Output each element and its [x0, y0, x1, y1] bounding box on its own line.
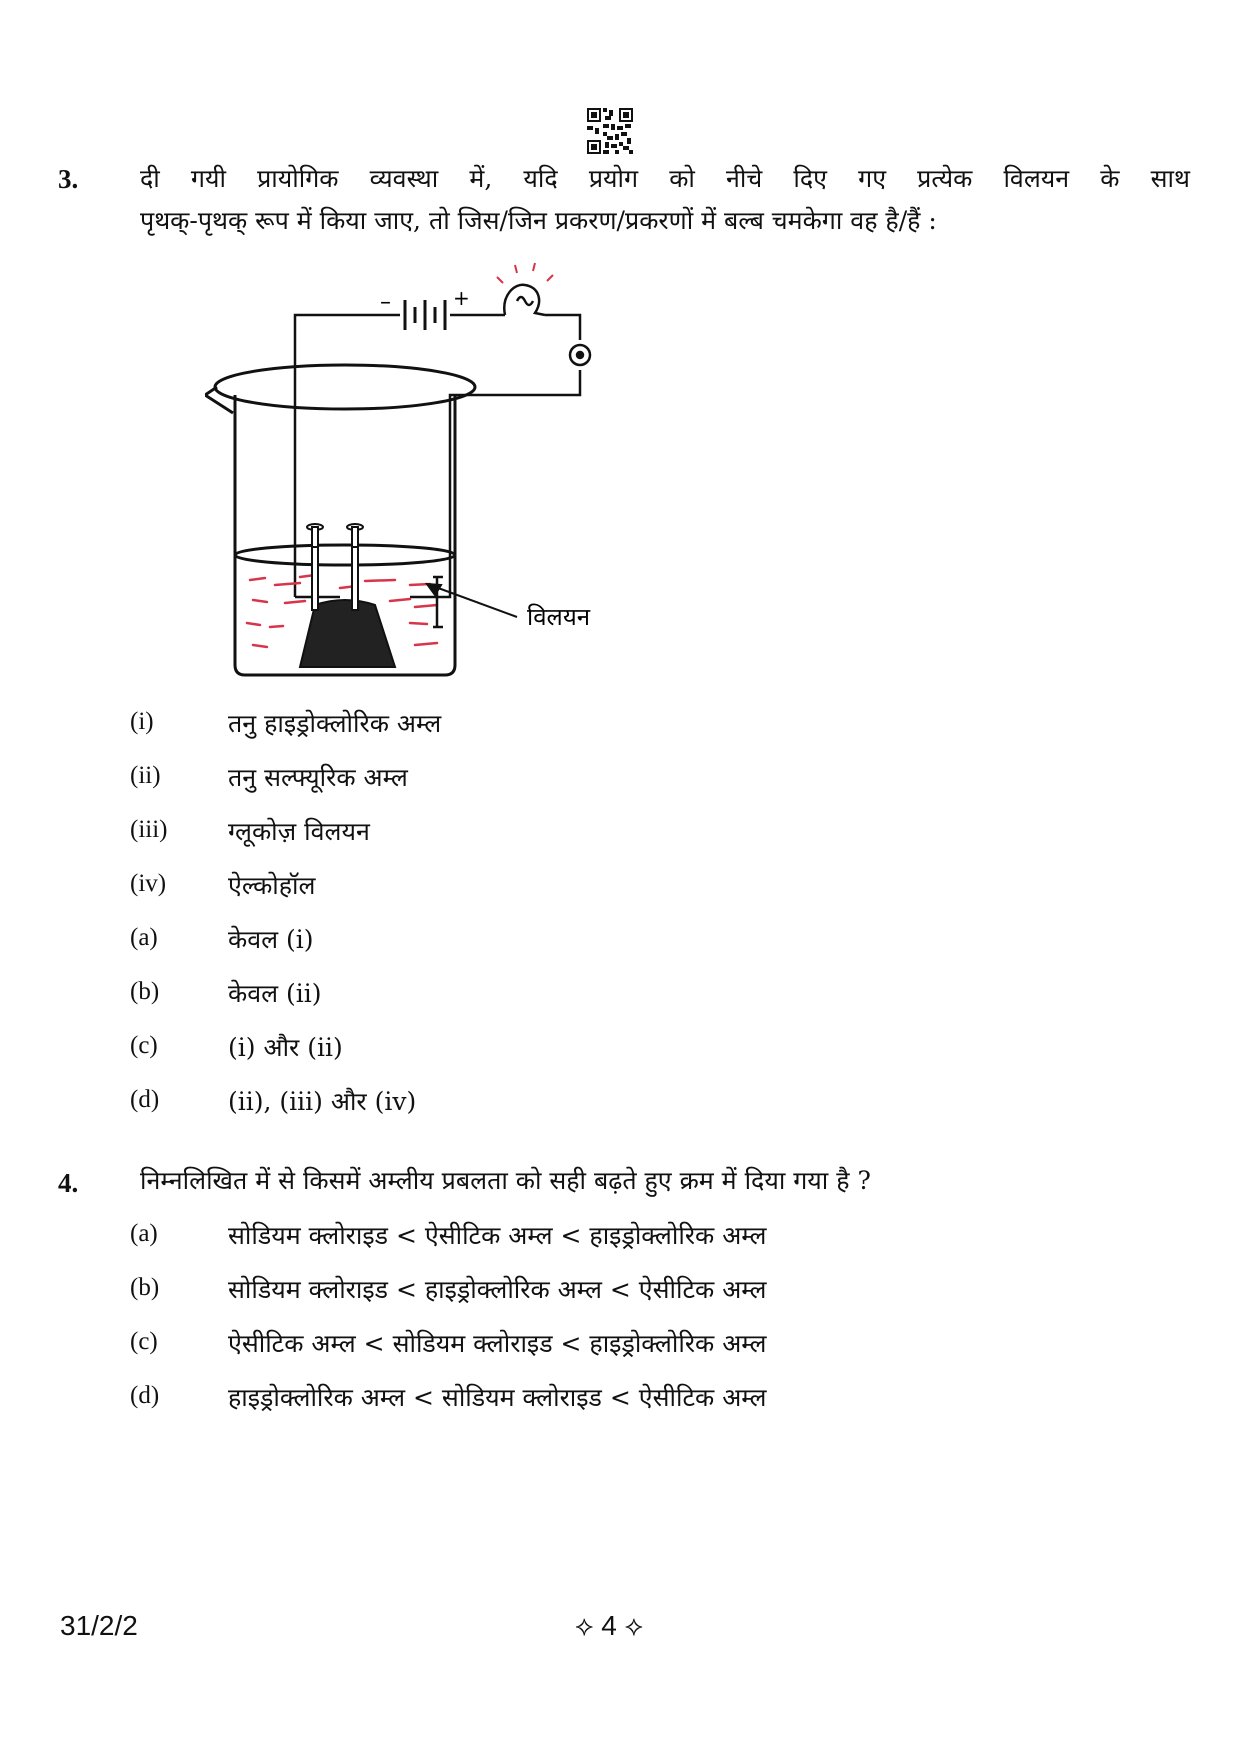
option-c-label: (c) — [130, 1032, 158, 1059]
item-text-iii: ग्लूकोज़ विलयन — [228, 817, 370, 846]
option-b-text[interactable]: केवल (ii) — [228, 979, 322, 1008]
battery-icon — [405, 300, 445, 330]
option-d-text[interactable]: (ii), (iii) और (iv) — [228, 1087, 417, 1116]
question-3-line-2: पृथक्-पृथक् रूप में किया जाए, तो जिस/जिन प्रकरण/प्रकरणों में बल्ब चमकेगा वह है/हैं : — [140, 206, 937, 235]
q4-option-b-text[interactable]: सोडियम क्लोराइड < हाइड्रोक्लोरिक अम्ल < ऐसीटिक अम्ल — [228, 1275, 767, 1304]
paper-code: 31/2/2 — [60, 1610, 138, 1641]
page-number: ⟡ 4 ⟡ — [575, 1610, 644, 1641]
plug-key-icon — [570, 345, 590, 365]
option-d-label: (d) — [130, 1086, 160, 1113]
battery-minus-label: – — [380, 290, 391, 315]
q4-option-d-text[interactable]: हाइड्रोक्लोरिक अम्ल < सोडियम क्लोराइड < ऐसीटिक अम्ल — [228, 1383, 767, 1412]
option-a-text[interactable]: केवल (i) — [228, 925, 314, 954]
q4-option-a-label: (a) — [130, 1220, 158, 1247]
q4-option-a-text[interactable]: सोडियम क्लोराइड < ऐसीटिक अम्ल < हाइड्रोक्लोरिक अम्ल — [228, 1221, 767, 1250]
option-c-text[interactable]: (i) और (ii) — [228, 1033, 343, 1062]
question-3-line-1: दी गयी प्रायोगिक व्यवस्था में, यदि प्रयोग को नीचे दिए गए प्रत्येक विलयन के साथ — [140, 164, 1190, 193]
electrolysis-circuit-diagram — [205, 255, 705, 775]
q4-option-b-label: (b) — [130, 1274, 160, 1301]
question-3-number: 3. — [58, 164, 79, 194]
bulb-glow-icon — [497, 263, 553, 283]
circuit-wires — [295, 315, 580, 597]
qr-code-icon — [587, 108, 633, 154]
q4-option-c-label: (c) — [130, 1328, 158, 1355]
solution-label: विलयन — [527, 603, 591, 631]
item-text-iv: ऐल्कोहॉल — [228, 871, 316, 900]
solution-pointer-arrow — [427, 584, 517, 617]
q4-option-d-label: (d) — [130, 1382, 160, 1409]
bulb-icon — [504, 285, 545, 315]
battery-plus-label: + — [453, 286, 470, 310]
item-label-ii: (ii) — [130, 762, 161, 789]
item-label-iv: (iv) — [130, 870, 167, 897]
item-label-i: (i) — [130, 708, 154, 735]
option-b-label: (b) — [130, 978, 160, 1005]
q4-option-c-text[interactable]: ऐसीटिक अम्ल < सोडियम क्लोराइड < हाइड्रोक्लोरिक अम्ल — [228, 1329, 767, 1358]
question-4-text: निम्नलिखित में से किसमें अम्लीय प्रबलता को सही बढ़ते हुए क्रम में दिया गया है ? — [140, 1166, 871, 1195]
question-4-number: 4. — [58, 1168, 79, 1198]
item-text-ii: तनु सल्फ्यूरिक अम्ल — [228, 763, 408, 792]
item-text-i: तनु हाइड्रोक्लोरिक अम्ल — [228, 709, 442, 738]
item-label-iii: (iii) — [130, 816, 168, 843]
question-3-text — [140, 158, 1190, 242]
option-a-label: (a) — [130, 924, 158, 951]
